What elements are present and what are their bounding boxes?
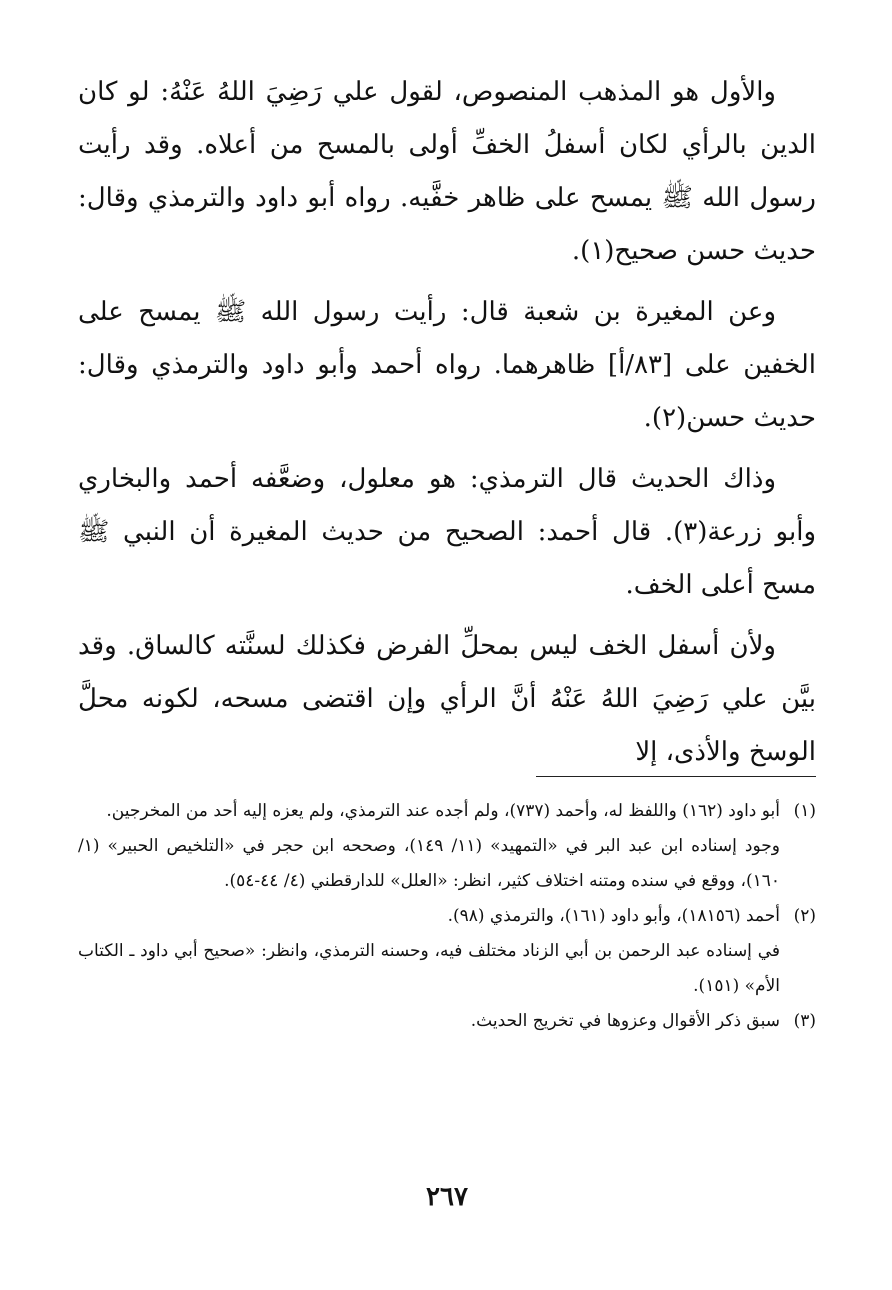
book-page xyxy=(78,66,816,1246)
footnote xyxy=(78,1004,816,1039)
footnote-text: أبو داود (١٦٢) واللفظ له، وأحمد (٧٣٧)، ولم أجده عند الترمذي، ولم يعزه إليه أحد من المخرجين. xyxy=(106,801,780,821)
footnote-continuation: وجود إسناده ابن عبد البر في «التمهيد» (١١/ ١٤٩)، وصححه ابن حجر في «التلخيص الحبير» (١/ ١٦٠)، ووقع في سنده ومتنه اختلاف كثير، انظر: «العلل» للدارقطني (٤/ ٤٤-٥٤). xyxy=(78,836,781,891)
footnote-divider xyxy=(536,776,816,777)
paragraph: ولأن أسفل الخف ليس بمحلِّ الفرض فكذلك لسنَّته كالساق. وقد بيَّن علي رَضِيَ اللهُ عَنْهُ أنَّ الرأي وإن اقتضى مسحه، لكونه محلَّ الوسخ والأذى، إلا xyxy=(78,631,816,767)
paragraph: وعن المغيرة بن شعبة قال: رأيت رسول الله ﷺ يمسح على الخفين على [٨٣/أ] ظاهرهما. رواه أحمد وأبو داود والترمذي وقال: حديث حسن(٢). xyxy=(78,297,816,433)
main-text xyxy=(78,66,816,779)
page-number: ٢٦٧ xyxy=(426,1182,468,1212)
paragraph: وذاك الحديث قال الترمذي: هو معلول، وضعَّفه أحمد والبخاري وأبو زرعة(٣). قال أحمد: الصحيح من حديث المغيرة أن النبي ﷺ مسح أعلى الخف. xyxy=(78,464,816,600)
footnote xyxy=(78,899,816,934)
footnote-number: (٢) xyxy=(793,906,816,926)
footnote-number: (١) xyxy=(793,801,816,821)
footnote-text: سبق ذكر الأقوال وعزوها في تخريج الحديث. xyxy=(470,1011,780,1031)
footnote xyxy=(78,794,816,829)
footnote-number: (٣) xyxy=(793,1011,816,1031)
footnote-text: أحمد (١٨١٥٦)، وأبو داود (١٦١)، والترمذي (٩٨). xyxy=(447,906,780,926)
paragraph: والأول هو المذهب المنصوص، لقول علي رَضِيَ اللهُ عَنْهُ: لو كان الدين بالرأي لكان أسفلُ الخفِّ أولى بالمسح من أعلاه. وقد رأيت رسول الله ﷺ يمسح على ظاهر خفَّيه. رواه أبو داود والترمذي وقال: حديث حسن صحيح(١). xyxy=(78,77,816,266)
footnotes xyxy=(78,794,816,1039)
footnote-continuation: في إسناده عبد الرحمن بن أبي الزناد مختلف فيه، وحسنه الترمذي، وانظر: «صحيح أبي داود ـ الكتاب الأم» (١٥١). xyxy=(78,941,780,996)
